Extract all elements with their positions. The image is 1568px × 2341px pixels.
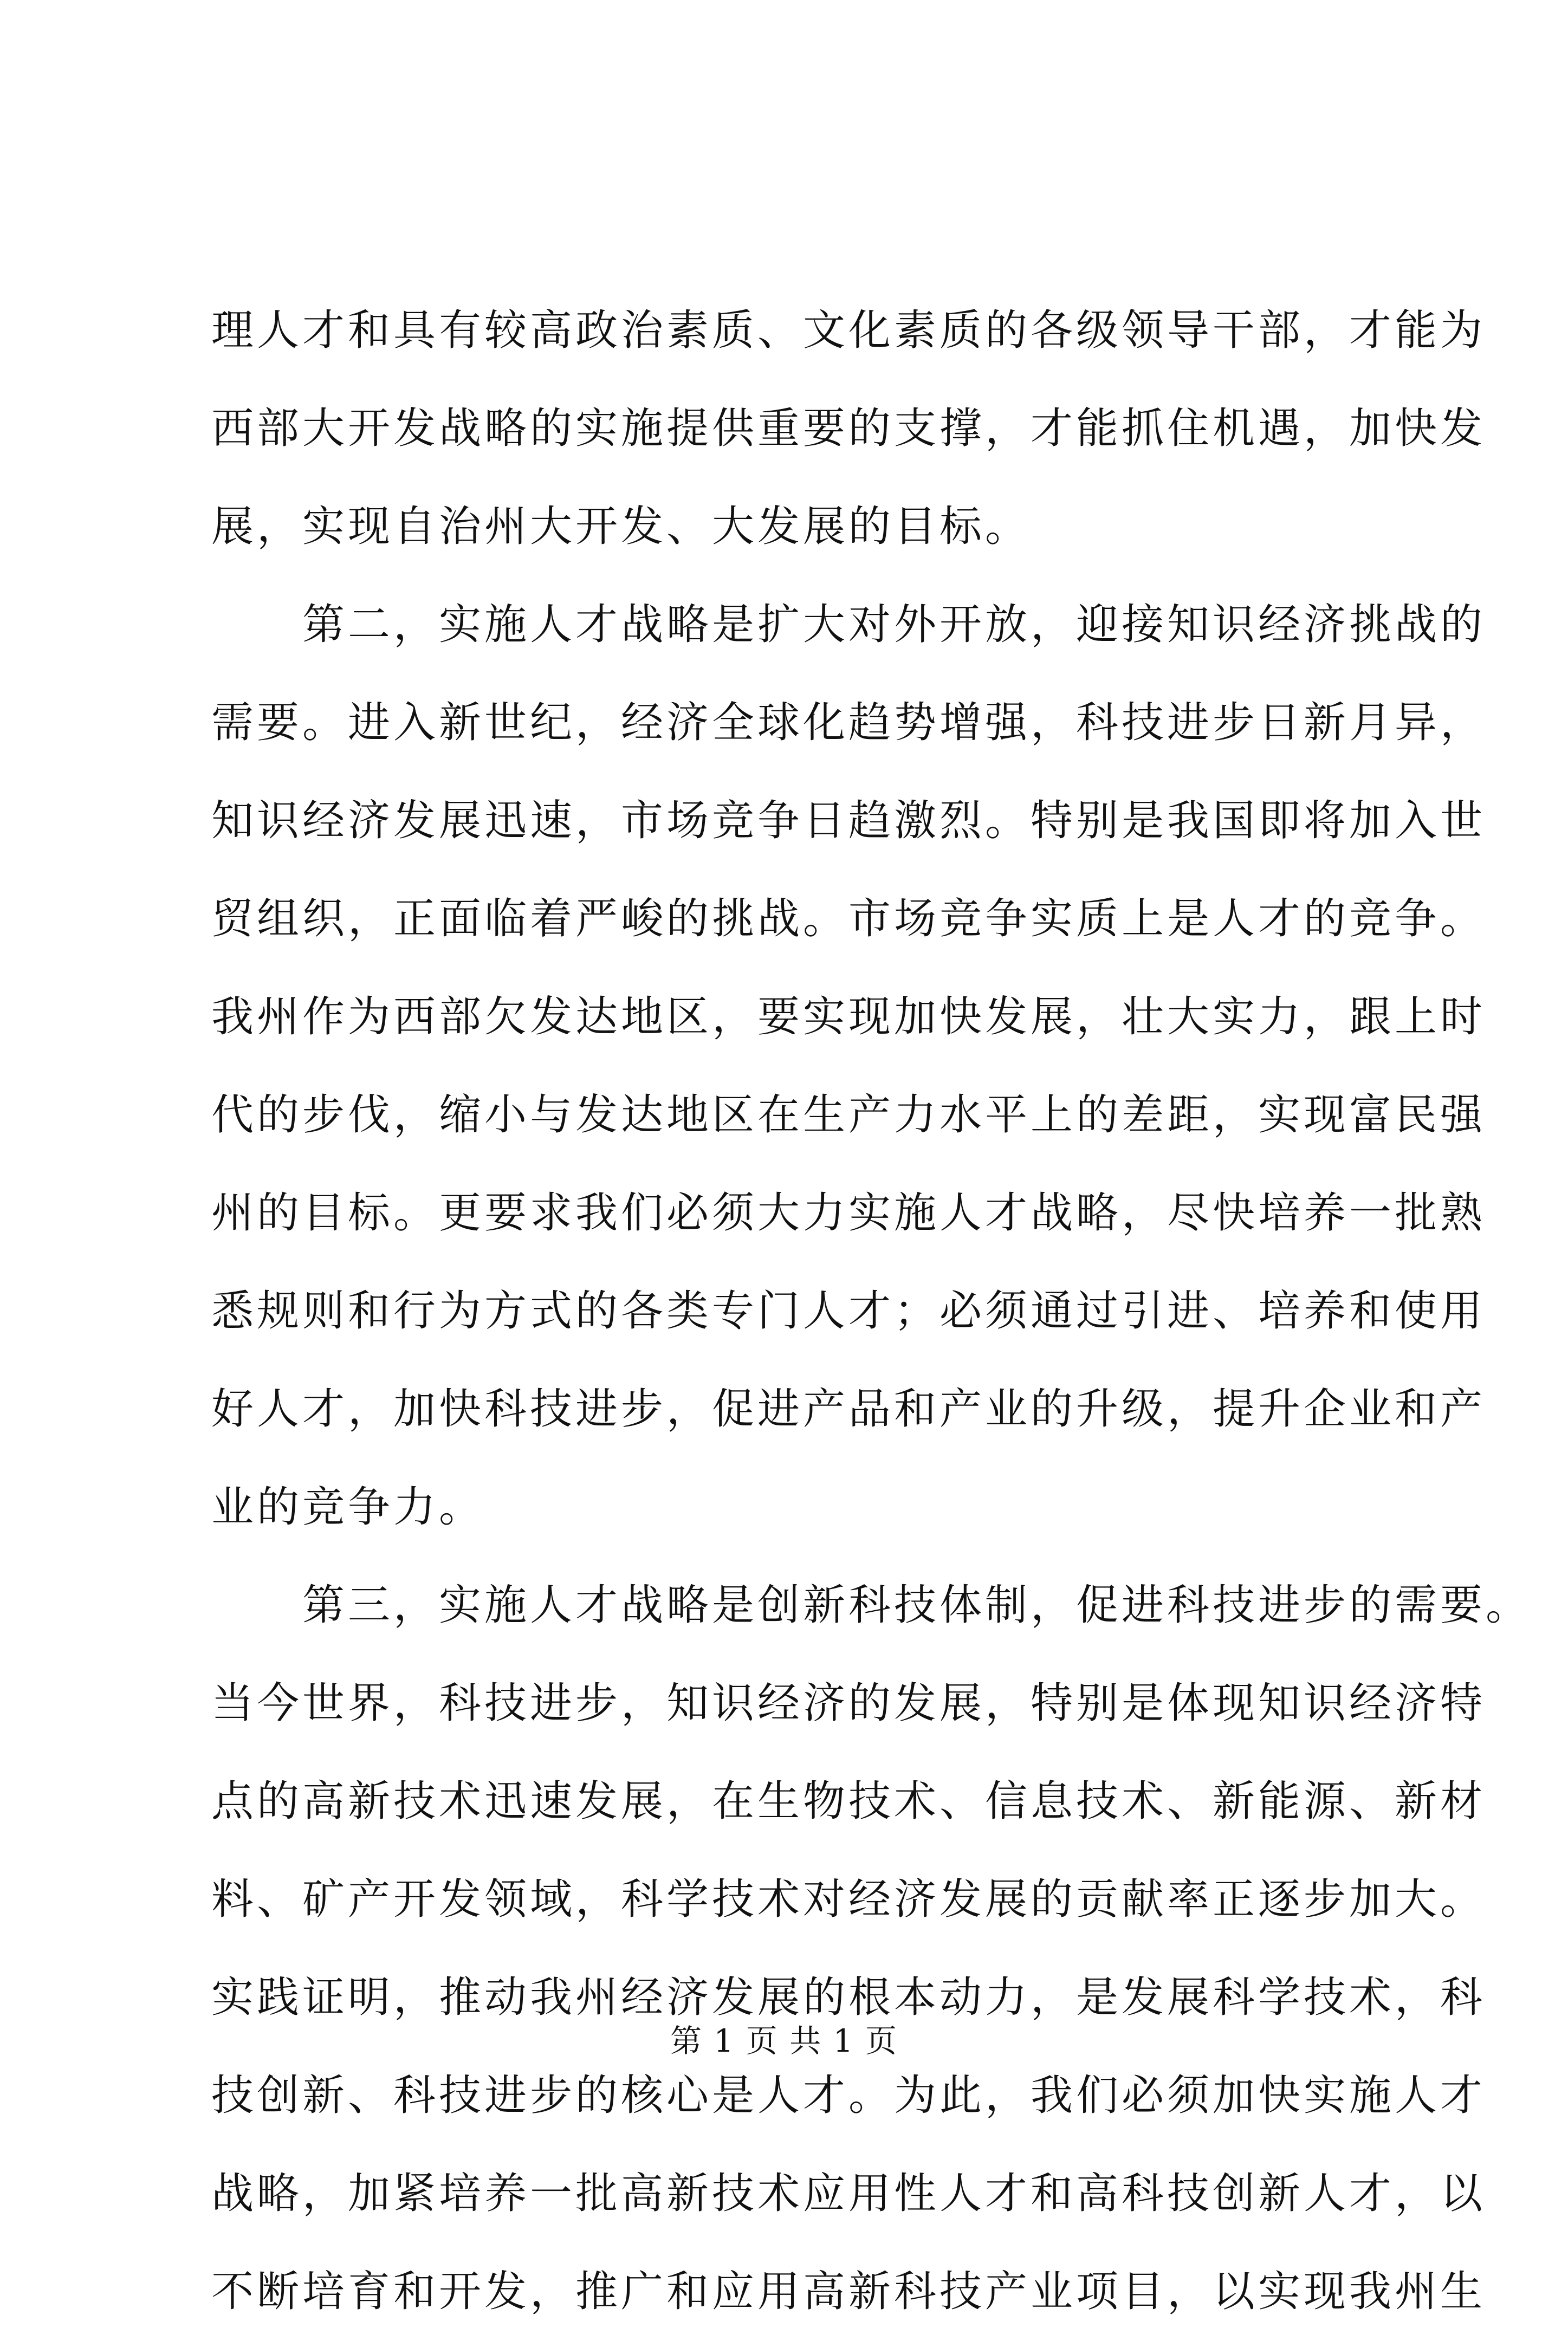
text-line: 战略，加紧培养一批高新技术应用性人才和高科技创新人才，以: [211, 2169, 1486, 2218]
text-line: 州的目标。更要求我们必须大力实施人才战略，尽快培养一批熟: [211, 1189, 1486, 1237]
text-line: 点的高新技术迅速发展，在生物技术、信息技术、新能源、新材: [211, 1777, 1486, 1826]
text-line: 第二，实施人才战略是扩大对外开放，迎接知识经济挑战的: [211, 600, 1486, 649]
text-line: 代的步伐，缩小与发达地区在生产力水平上的差距，实现富民强: [211, 1091, 1486, 1139]
text-line: 当今世界，科技进步，知识经济的发展，特别是体现知识经济特: [211, 1679, 1486, 1728]
text-line: 展，实现自治州大开发、大发展的目标。: [211, 502, 1031, 551]
text-line: 料、矿产开发领域，科学技术对经济发展的贡献率正逐步加大。: [211, 1875, 1486, 1924]
text-line: 知识经济发展迅速，市场竞争日趋激烈。特别是我国即将加入世: [211, 796, 1486, 845]
page-number-label: 第 1 页 共 1 页: [670, 2022, 898, 2059]
text-line: 实践证明，推动我州经济发展的根本动力，是发展科学技术，科: [211, 1973, 1486, 2022]
text-line: 第三，实施人才战略是创新科技体制，促进科技进步的需要。: [211, 1581, 1532, 1630]
text-line: 不断培育和开发，推广和应用高新科技产业项目，以实现我州生: [211, 2267, 1486, 2316]
text-line: 技创新、科技进步的核心是人才。为此，我们必须加快实施人才: [211, 2071, 1486, 2120]
text-line: 需要。进入新世纪，经济全球化趋势增强，科技进步日新月异，: [211, 698, 1486, 747]
page-footer: [0, 2015, 1568, 2061]
text-line: 好人才，加快科技进步，促进产品和产业的升级，提升企业和产: [211, 1385, 1486, 1434]
text-line: 理人才和具有较高政治素质、文化素质的各级领导干部，才能为: [211, 306, 1486, 355]
text-line: 业的竞争力。: [211, 1483, 485, 1532]
text-line: 悉规则和行为方式的各类专门人才；必须通过引进、培养和使用: [211, 1287, 1486, 1335]
text-line: 我州作为西部欠发达地区，要实现加快发展，壮大实力，跟上时: [211, 993, 1486, 1041]
text-line: 西部大开发战略的实施提供重要的支撑，才能抓住机遇，加快发: [211, 404, 1486, 453]
text-line: 贸组织，正面临着严峻的挑战。市场竞争实质上是人才的竞争。: [211, 894, 1486, 943]
